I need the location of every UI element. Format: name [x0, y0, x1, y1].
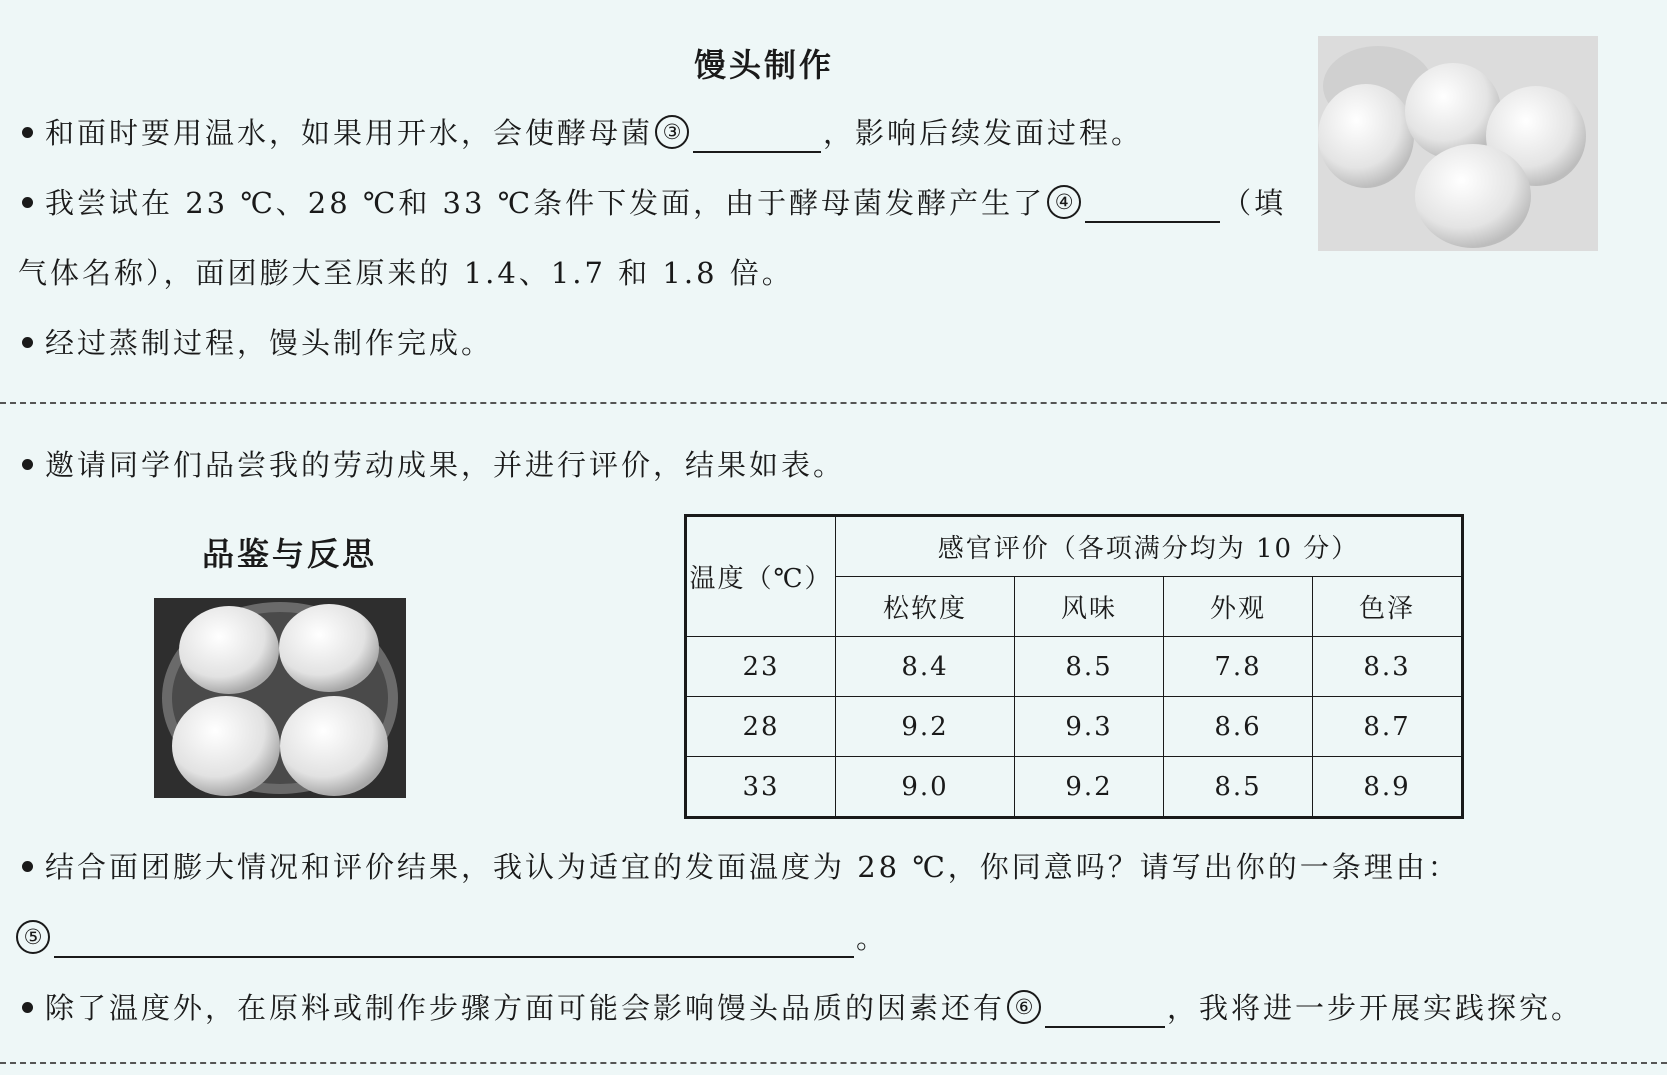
header-flavor: 风味	[1015, 577, 1164, 637]
header-sensory-evaluation: 感官评价（各项满分均为 10 分）	[836, 516, 1463, 577]
section-divider	[0, 402, 1667, 404]
text-line-reason-blank: ⑤ 。	[16, 918, 888, 958]
text-line-invite-classmates: 邀请同学们品尝我的劳动成果，并进行评价，结果如表。	[22, 445, 845, 485]
blank-marker-4: ④	[1047, 185, 1081, 219]
text-line-fermentation-temps: 我尝试在 23 ℃、28 ℃和 33 ℃条件下发面，由于酵母菌发酵产生了 ④ （填	[22, 183, 1286, 223]
bullet-icon	[22, 861, 33, 872]
blank-marker-5: ⑤	[16, 920, 50, 954]
bullet-icon	[22, 459, 33, 470]
blank-marker-3: ③	[655, 115, 689, 149]
section-title-tasting-reflection: 品鉴与反思	[202, 535, 378, 573]
answer-blank-6[interactable]	[1045, 994, 1165, 1028]
bullet-icon	[22, 197, 33, 208]
blank-marker-6: ⑥	[1007, 990, 1041, 1024]
steamed-buns-illustration	[1318, 36, 1598, 251]
answer-blank-4[interactable]	[1085, 189, 1220, 223]
steamed-buns-photo	[1318, 36, 1598, 251]
sensory-evaluation-table	[684, 514, 1464, 819]
table-row: 23 8.4 8.5 7.8 8.3	[686, 637, 1463, 697]
text-line-steaming-done: 经过蒸制过程，馒头制作完成。	[22, 323, 493, 363]
text-line-other-factors: 除了温度外，在原料或制作步骤方面可能会影响馒头品质的因素还有 ⑥ ，我将进一步开展实践探究。	[22, 988, 1583, 1028]
answer-blank-3[interactable]	[693, 119, 821, 153]
section-title-steamed-bun-making: 馒头制作	[694, 46, 835, 84]
header-softness: 松软度	[836, 577, 1015, 637]
text-line-suitable-temperature: 结合面团膨大情况和评价结果，我认为适宜的发面温度为 28 ℃，你同意吗？请写出你的一条理由：	[22, 847, 1460, 887]
header-appearance: 外观	[1164, 577, 1313, 637]
text-line-warm-water: 和面时要用温水，如果用开水，会使酵母菌 ③ ，影响后续发面过程。	[22, 113, 1143, 153]
header-color: 色泽	[1313, 577, 1463, 637]
table-row: 33 9.0 9.2 8.5 8.9	[686, 757, 1463, 818]
bullet-icon	[22, 337, 33, 348]
bottom-divider	[0, 1062, 1667, 1064]
header-temperature: 温度（℃）	[686, 516, 836, 637]
steamer-buns-photo	[154, 598, 406, 798]
text-line-dough-expansion: 气体名称），面团膨大至原来的 1.4、1.7 和 1.8 倍。	[18, 256, 794, 290]
steamer-buns-illustration	[154, 598, 406, 798]
bullet-icon	[22, 127, 33, 138]
table-row: 28 9.2 9.3 8.6 8.7	[686, 697, 1463, 757]
bullet-icon	[22, 1002, 33, 1013]
answer-blank-5[interactable]	[54, 924, 854, 958]
